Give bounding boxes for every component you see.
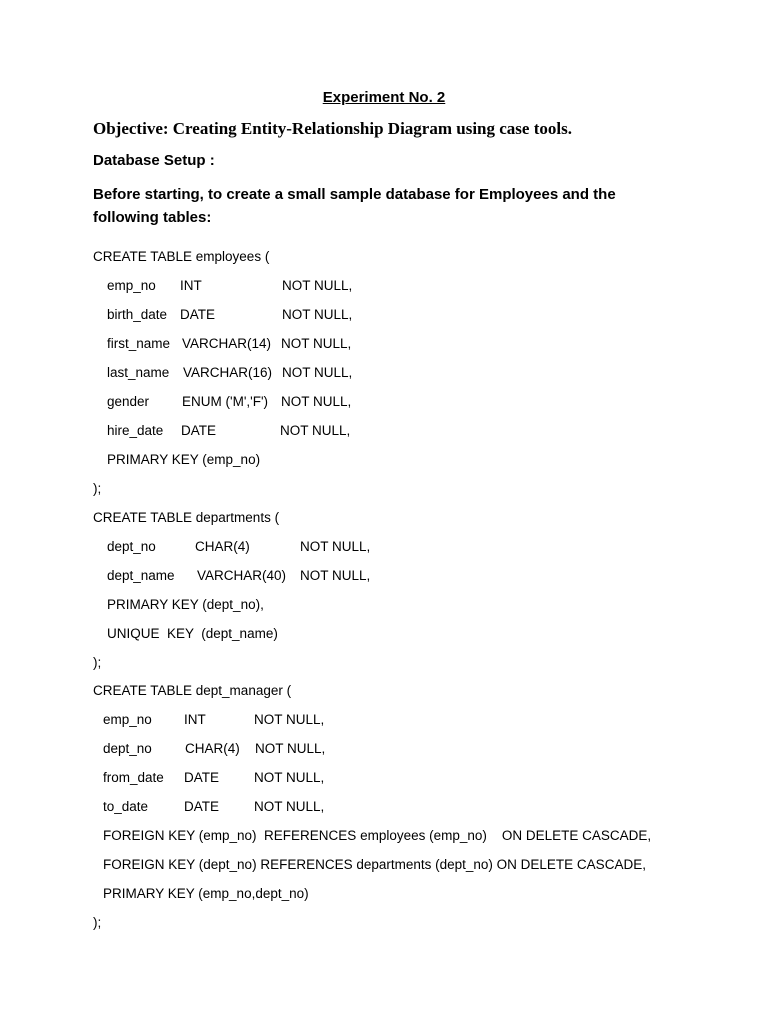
- column-name: dept_no: [103, 741, 152, 756]
- dept-manager-close: );: [93, 915, 102, 930]
- employees-create-line: CREATE TABLE employees (: [93, 249, 270, 264]
- column-constraint: NOT NULL,: [255, 741, 326, 756]
- column-constraint: NOT NULL,: [300, 568, 371, 583]
- column-type: CHAR(4): [185, 741, 240, 756]
- dept-manager-foreign-key-emp: FOREIGN KEY (emp_no) REFERENCES employees (emp_no) ON DELETE CASCADE,: [103, 828, 652, 843]
- column-type: DATE: [180, 307, 216, 322]
- column-type: INT: [184, 712, 206, 727]
- column-constraint: NOT NULL,: [282, 278, 353, 293]
- column-name: from_date: [103, 770, 164, 785]
- departments-unique-key: UNIQUE KEY (dept_name): [107, 626, 278, 641]
- column-type: DATE: [184, 799, 220, 814]
- column-name: gender: [107, 394, 150, 409]
- column-constraint: NOT NULL,: [254, 799, 325, 814]
- column-type: CHAR(4): [195, 539, 250, 554]
- column-type: INT: [180, 278, 202, 293]
- column-name: last_name: [107, 365, 170, 380]
- column-constraint: NOT NULL,: [281, 394, 352, 409]
- objective-heading: Objective: Creating Entity-Relationship Diagram using case tools.: [93, 119, 572, 138]
- dept-manager-create-line: CREATE TABLE dept_manager (: [93, 683, 292, 698]
- employees-primary-key: PRIMARY KEY (emp_no): [107, 452, 261, 467]
- departments-create-line: CREATE TABLE departments (: [93, 510, 280, 525]
- column-constraint: NOT NULL,: [280, 423, 351, 438]
- column-name: dept_no: [107, 539, 156, 554]
- dept-manager-primary-key: PRIMARY KEY (emp_no,dept_no): [103, 886, 309, 901]
- column-name: birth_date: [107, 307, 168, 322]
- column-constraint: NOT NULL,: [254, 770, 325, 785]
- column-type: VARCHAR(40): [197, 568, 287, 583]
- experiment-title: Experiment No. 2: [322, 89, 446, 106]
- database-setup-heading: Database Setup :: [93, 152, 215, 169]
- departments-primary-key: PRIMARY KEY (dept_no),: [107, 597, 264, 612]
- employees-close: );: [93, 481, 102, 496]
- column-constraint: NOT NULL,: [282, 307, 353, 322]
- column-type: VARCHAR(16): [183, 365, 273, 380]
- column-constraint: NOT NULL,: [281, 336, 352, 351]
- column-name: emp_no: [107, 278, 156, 293]
- column-constraint: NOT NULL,: [300, 539, 371, 554]
- departments-close: );: [93, 655, 102, 670]
- column-constraint: NOT NULL,: [254, 712, 325, 727]
- column-type: DATE: [181, 423, 217, 438]
- column-type: VARCHAR(14): [182, 336, 272, 351]
- column-constraint: NOT NULL,: [282, 365, 353, 380]
- column-type: DATE: [184, 770, 220, 785]
- column-type: ENUM ('M','F'): [182, 394, 269, 409]
- column-name: hire_date: [107, 423, 164, 438]
- column-name: to_date: [103, 799, 149, 814]
- column-name: dept_name: [107, 568, 175, 583]
- column-name: emp_no: [103, 712, 152, 727]
- dept-manager-foreign-key-dept: FOREIGN KEY (dept_no) REFERENCES departments (dept_no) ON DELETE CASCADE,: [103, 857, 646, 872]
- intro-paragraph: Before starting, to create a small sample database for Employees and the following tables:: [93, 186, 616, 226]
- column-name: first_name: [107, 336, 171, 351]
